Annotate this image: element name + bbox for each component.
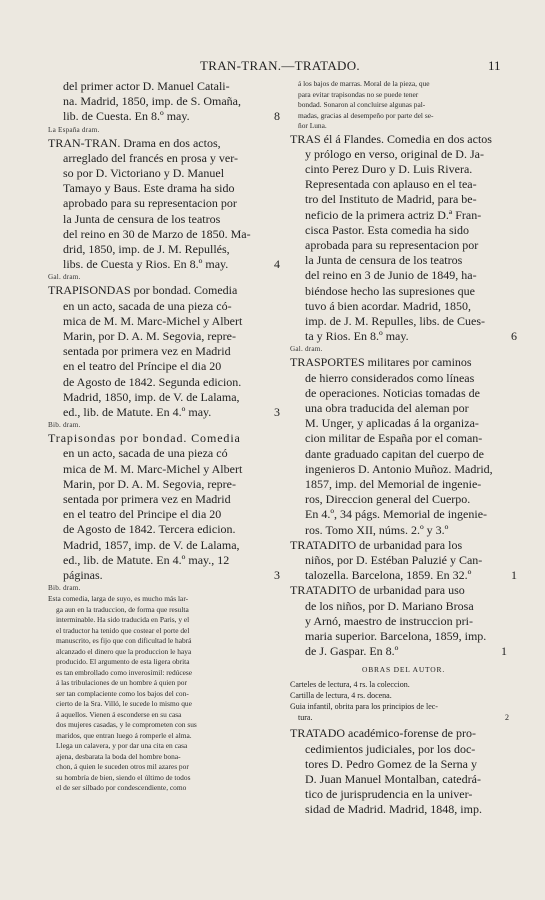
work-item: Carteles de lectura, 4 rs. la coleccion.: [290, 680, 410, 690]
entry-line: Marin, por D. A. M. Segovia, repre-: [63, 329, 236, 344]
entry-trasportes: [290, 355, 517, 537]
note-line: madas, gracias al desempeño por parte del se-: [298, 110, 434, 120]
note-line: á aquellos. Vienen á esconderse en su casa: [56, 709, 182, 719]
price: 4: [274, 257, 280, 272]
note-line: dos mujeres casadas, y le comprometen con sus: [56, 720, 197, 730]
price: 1: [501, 644, 507, 659]
entry-line: M. Unger, y aplicadas á la organiza-: [305, 416, 479, 431]
price: 3: [274, 405, 280, 420]
entry-line: cisca Pastor. Esta comedia ha sido: [305, 222, 469, 237]
entry-line: y prólogo en verso, original de D. Ja-: [305, 146, 484, 161]
entry-line: imp. de J. M. Repulles, libs. de Cues-: [305, 313, 485, 328]
entry-line: TRAPISONDAS por bondad. Comedia: [48, 283, 238, 298]
entry-line: tuvo á bien acordar. Madrid, 1850,: [305, 298, 471, 313]
note-line: ñor Luna.: [298, 121, 327, 130]
left-column: [48, 79, 280, 794]
works-list: [290, 679, 517, 723]
right-column: [290, 79, 517, 818]
note-line: cierto de la Sra. Villó, le sucede lo mismo que: [56, 699, 192, 709]
entry-line: TRAS él á Flandes. Comedia en dos actos: [290, 131, 492, 146]
entry-tras-el-a-flandes: [290, 132, 517, 355]
entry-line: ta y Rios. En 8.º may. 6: [305, 329, 517, 344]
entry-line: ingenieros D. Antonio Muñoz. Madrid,: [305, 461, 493, 476]
entry-line: D. Juan Manuel Montalban, catedrá-: [305, 772, 481, 787]
note-line: producido. El argumento de esta ligera obrita: [56, 657, 190, 667]
entry-line: sidad de Madrid. Madrid, 1848, imp.: [305, 802, 482, 817]
entry-line: tores D. Pedro Gomez de la Serna y: [305, 756, 477, 771]
entry-tran-tran: [48, 136, 280, 283]
source-ref: Gal. dram.: [48, 273, 81, 282]
note-line: interminable. Ha sido traducida en Paris, y el: [56, 615, 190, 625]
header-title: TRAN-TRAN.—TRATADO.: [200, 58, 360, 73]
note-line: el de ser silbado por condescendiente, como: [56, 783, 187, 793]
source-ref: Gal. dram.: [290, 345, 323, 354]
note-line: bondad. Sonaron al concluirse algunas pal-: [298, 100, 426, 109]
note-line: el traductor ha tenido que costear el porte del: [56, 625, 190, 635]
entry-line: En 4.º, 34 págs. Memorial de ingenie-: [305, 507, 488, 522]
entry-line: Madrid, 1857, imp. de V. de Lalama,: [63, 537, 240, 552]
work-item: Cartilla de lectura, 4 rs. docena.: [290, 691, 392, 701]
note-line: á los bajos de marras. Moral de la pieza, que: [298, 79, 430, 88]
entry-line: ed., lib. de Matute. En 4.º may. 3: [63, 405, 280, 420]
entry-line: biéndose hecho las supresiones que: [305, 283, 475, 298]
review-note-continued: [290, 79, 517, 132]
entry-line: TRATADITO de urbanidad para uso: [290, 583, 465, 598]
entry-line: tro del Instituto de Madrid, para be-: [305, 192, 477, 207]
price: 2: [505, 713, 509, 723]
entry-line: de J. Gaspar. En 8.º 1: [290, 644, 517, 659]
entry-line: dante graduado capitan del cuerpo de: [305, 446, 484, 461]
entry-line: neficio de la primera actriz D.ª Fran-: [305, 207, 482, 222]
entry-line: niños, por D. Estéban Paluzié y Can-: [305, 552, 483, 567]
entry-line: cinto Perez Duro y D. Luis Rivera.: [305, 161, 473, 176]
entry-line: ros, Direccion general del Cuerpo.: [305, 492, 471, 507]
entry-line: TRASPORTES militares por caminos: [290, 355, 472, 370]
entry-line: maria superior. Barcelona, 1859, imp.: [305, 629, 487, 643]
entry-line: del primer actor D. Manuel Catali-: [63, 79, 230, 93]
note-line: manuscrito, es fijo que con dificultad le habrá: [56, 636, 192, 646]
entry-line: Marin, por D. A. M. Segovia, repre-: [63, 476, 236, 491]
entry-line: en el teatro del Príncipe el dia 20: [63, 359, 222, 374]
entry-line: ed., lib. de Matute. En 4.º may., 12: [63, 552, 230, 567]
entry-line: en un acto, sacada de una pieza có: [63, 446, 228, 461]
entry-line: del reino en 3 de Junio de 1849, ha-: [305, 268, 477, 283]
note-line: es tan embrollado como inverosímil: redúcese: [56, 667, 193, 677]
note-line: maridos, que entran luego á romperle el alma.: [56, 730, 192, 740]
entry-line: la Junta de censura de los teatros: [63, 211, 221, 226]
entry-line: TRATADO académico-forense de pro-: [290, 726, 476, 741]
entry-line: Representada con aplauso en el tea-: [305, 177, 477, 192]
note-line: alcanzado el dinero que la produccion le haya: [56, 646, 192, 656]
entry-tratado-academico: [290, 726, 517, 817]
price: 3: [274, 568, 280, 583]
note-line: Esta comedia, larga de suyo, es mucho más lar-: [48, 594, 189, 604]
source-ref: Bib. dram.: [48, 421, 81, 430]
entry-tratadito-brosa: [290, 583, 517, 659]
entry-line: ros. Tomo XII, núms. 2.º y 3.º: [305, 522, 449, 537]
entry-line: de Agosto de 1842. Segunda edicion.: [63, 374, 242, 389]
price: 8: [274, 109, 280, 124]
entry-line: cion militar de España por el coman-: [305, 431, 483, 446]
work-item: tura. 2: [290, 712, 517, 723]
entry-line: na. Madrid, 1850, imp. de S. Omaña,: [63, 94, 241, 109]
entry-line: la Junta de censura de los teatros: [305, 253, 463, 268]
entry-tratadito-paluzie: [290, 538, 517, 584]
entry-line: mica de M. M. Marc-Michel y Albert: [63, 313, 243, 328]
entry-line: aprobado para su representacion por: [63, 196, 237, 211]
price: 6: [511, 329, 517, 344]
note-line: chon, á quien le suceden otros mil azares por: [56, 762, 189, 772]
entry-line: del reino en 30 de Marzo de 1850. Ma-: [63, 226, 251, 241]
entry-line: sentada por primera vez en Madrid: [63, 344, 231, 359]
entry-line: Trapisondas por bondad. Comedia: [48, 431, 241, 446]
entry-trapisondas-2: [48, 283, 280, 430]
note-line: ga aun en la traduccion, de forma que resulta: [56, 604, 189, 614]
entry-line: en un acto, sacada de una pieza có-: [63, 298, 232, 313]
entry-line: drid, 1850, imp. de J. M. Repullés,: [63, 242, 230, 257]
entry-line: en el teatro del Principe el dia 20: [63, 507, 222, 522]
entry-trapisondas-3: [48, 431, 280, 593]
entry-line: talozella. Barcelona, 1859. En 32.º 1: [305, 568, 517, 583]
entry-line: páginas. 3: [63, 568, 280, 583]
entry-line: de operaciones. Noticias tomadas de: [305, 385, 480, 400]
entry-line: Madrid, 1850, imp. de V. de Lalama,: [63, 389, 240, 404]
note-line: á las tribulaciones de un hombre á quien por: [56, 678, 187, 688]
price: 1: [511, 568, 517, 583]
works-heading: OBRAS DEL AUTOR.: [361, 665, 446, 675]
note-line: ser tan complaciente como los bajos del con-: [56, 688, 189, 698]
entry-line: 1857, imp. del Memorial de ingenie-: [305, 476, 482, 491]
entry-line: una obra traducida del aleman por: [305, 400, 469, 415]
source-ref: La España dram.: [48, 125, 100, 134]
entry-line: de hierro considerados como líneas: [305, 370, 475, 385]
note-line: su hombría de bien, siendo el último de todos: [56, 772, 191, 782]
entry-line: tico de jurisprudencia en la univer-: [305, 787, 473, 802]
note-line: para evitar trapisondas no se puede tener: [298, 89, 419, 99]
entry-line: TRATADITO de urbanidad para los: [290, 537, 463, 552]
source-ref: Bib. dram.: [48, 584, 81, 593]
entry-line: de Agosto de 1842. Tercera edicion.: [63, 522, 236, 537]
entry-line: sentada por primera vez en Madrid: [63, 492, 231, 507]
note-line: ajena, desbarata la boda del hombre bona-: [56, 751, 181, 761]
running-header: [0, 58, 545, 78]
entry-line: libs. de Cuesta y Rios. En 8.º may. 4: [63, 257, 280, 272]
entry-line: arreglado del francés en prosa y ver-: [63, 150, 239, 165]
entry-line: so por D. Victoriano y D. Manuel: [63, 166, 225, 181]
page-number: 11: [488, 58, 501, 73]
entry-line: y Arnó, maestro de instruccion pri-: [305, 613, 473, 628]
entry-line: cedimientos judiciales, por los doc-: [305, 741, 476, 756]
review-note: [48, 594, 280, 794]
entry-line: aprobada para su representacion por: [305, 237, 479, 252]
work-item: Guia infantil, obrita para los principios de lec-: [290, 702, 438, 712]
entry-line: TRAN-TRAN. Drama en dos actos,: [48, 135, 221, 150]
note-line: Llega un calavera, y por dar una cita en casa: [56, 741, 188, 751]
entry-line: lib. de Cuesta. En 8.º may. 8: [63, 109, 280, 124]
entry-line: de los niños, por D. Mariano Brosa: [305, 598, 474, 613]
entry-line: mica de M. M. Marc-Michel y Albert: [63, 461, 243, 476]
entry-line: Tamayo y Baus. Este drama ha sido: [63, 181, 235, 196]
